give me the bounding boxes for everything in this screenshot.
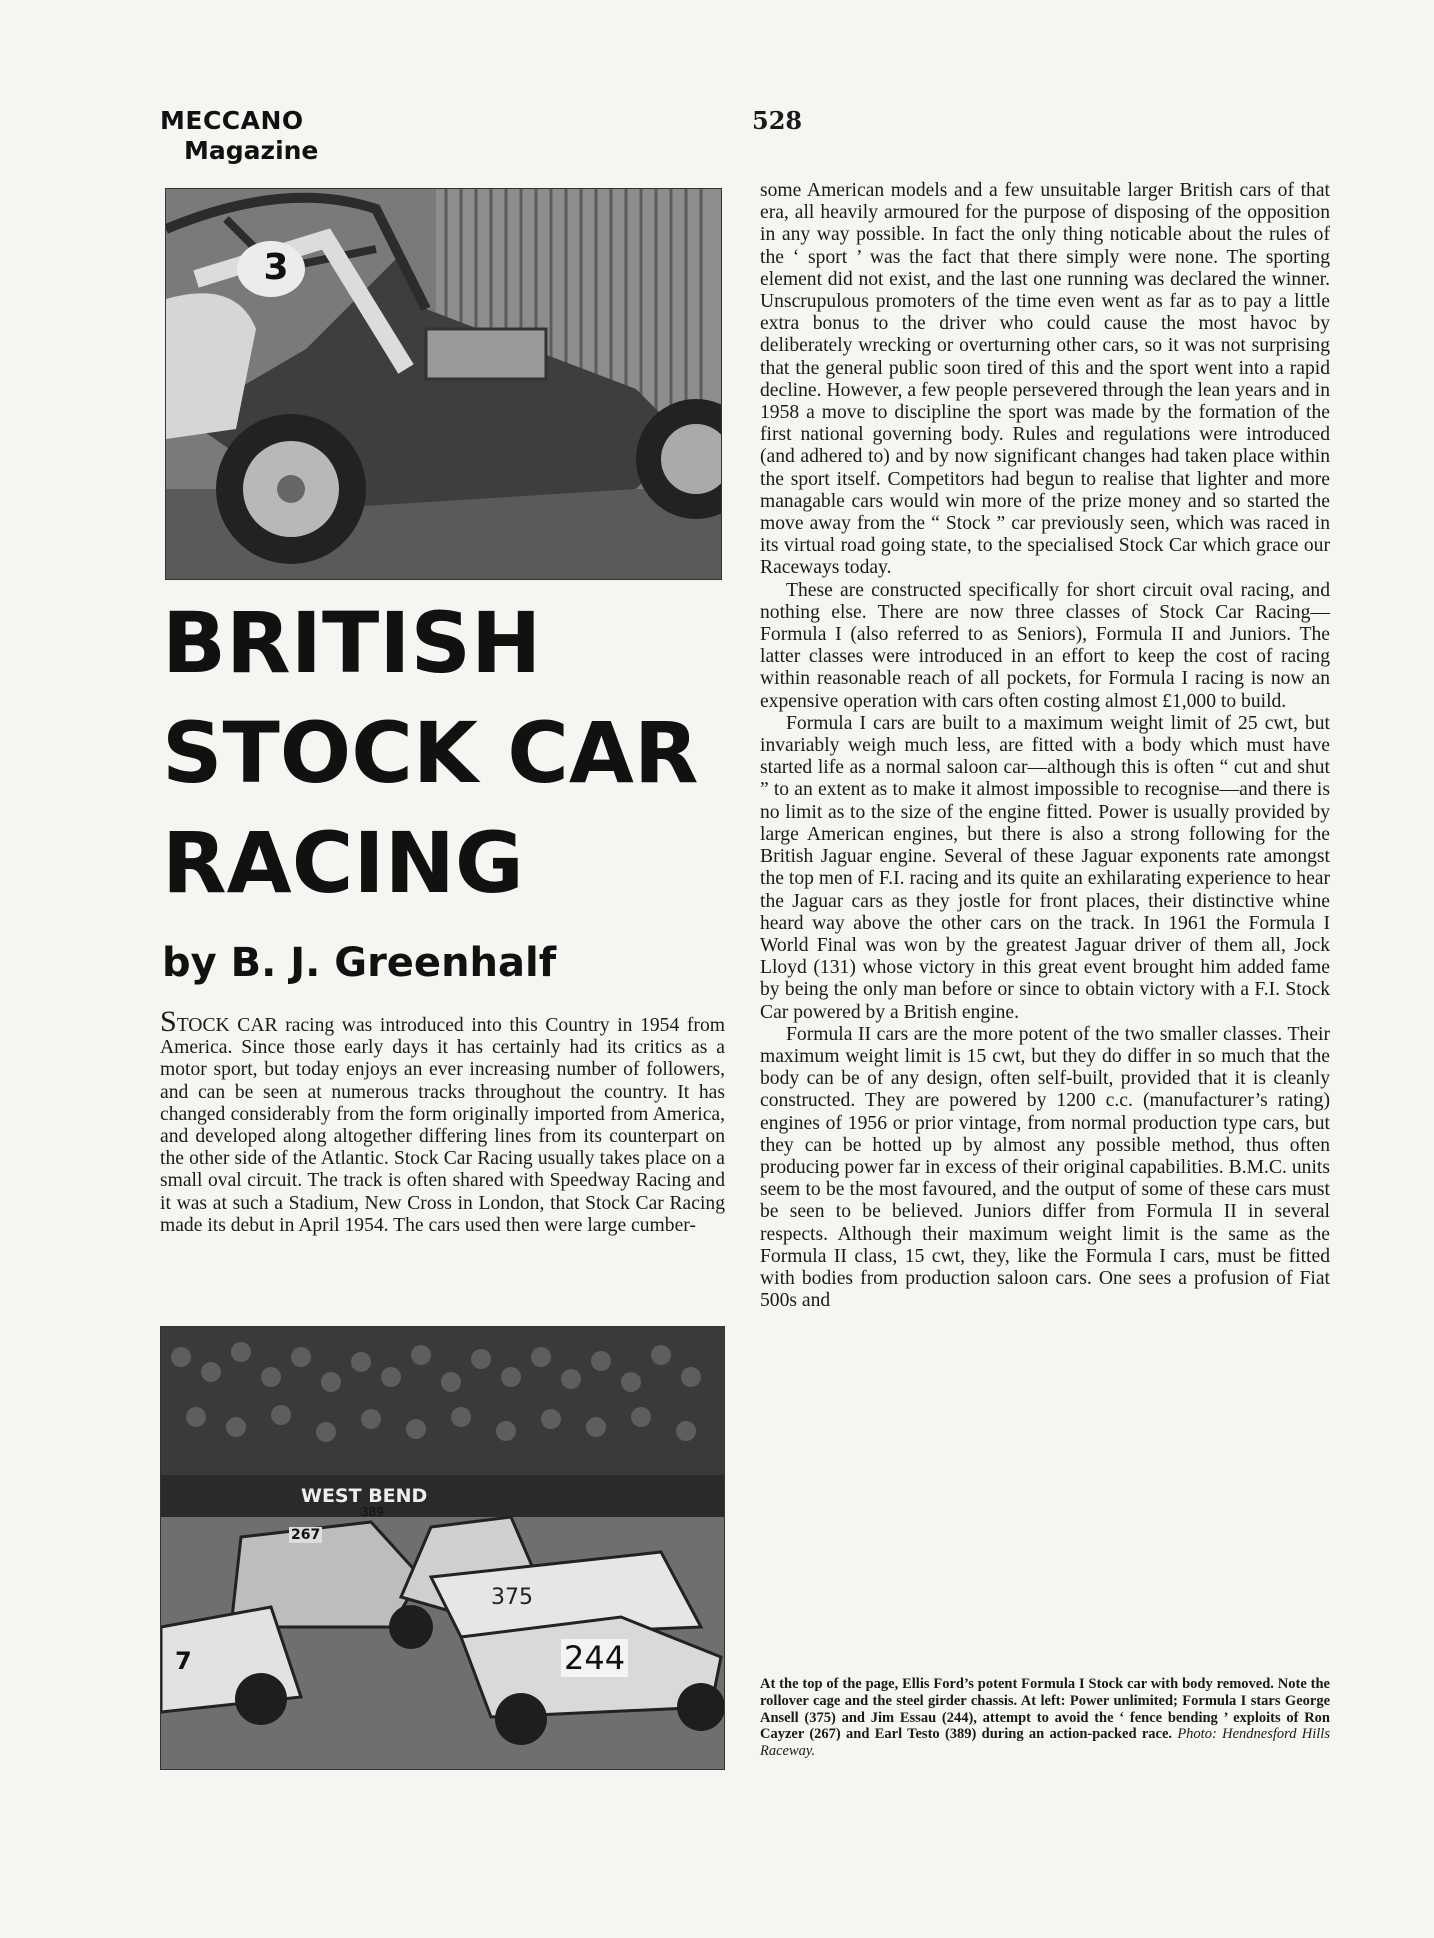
car-number-375: 375 <box>491 1585 533 1610</box>
caption-text: At the top of the page, Ellis Ford’s potent Formula I Stock car with body removed. Note the rollover cage and the steel girder chassis. At left: Power unlimited; Formula I stars George Ansell (375) and Jim Essau (244), attempt to avoid the ‘ fence bending ’ exploits of Ron Cayzer (267) and Earl Testo (389) during an action-packed race. <box>760 1676 1330 1743</box>
article-headline <box>162 588 742 918</box>
paragraph-3: Formula I cars are built to a maximum weight limit of 25 cwt, but invariably weigh much less, are fitted with a body which must have started life as a normal saloon car—although this is often “ cut and shut ” to an extent as to make it almost impossible to recognise—and there is no limit as to the size of the engine fitted. Power is usually provided by large American engines, but there is also a strong following for the British Jaguar engine. Several of these Jaguar exponents rate amongst the top men of F.I. racing and its quite an exhilarating experience to hear the Jaguar cars as they jostle for front places, their distinctive whine heard way above the other cars on the track. In 1961 the Formula I World Final was won by the greatest Jaguar driver of them all, Jock Lloyd (131) whose victory in this great event brought him added fame by being the only man before or since to obtain victory with a F.I. Stock Car powered by a British engine. <box>760 712 1330 1023</box>
paragraph-1: some American models and a few unsuitable larger British cars of that era, all heavily armoured for the purpose of disposing of the opposition in any way possible. In fact the only thing noticable about the rules of the ‘ sport ’ was the fact that there simply were none. The sporting element did not exist, and the last one running was declared the winner. Unscrupulous promoters of the time even went as far as to pay a little extra bonus to the driver who could cause the most havoc by deliberately wrecking or overturning other cars, so it was not surprising that the general public soon tired of this and the sport went into a rapid decline. However, a few people persevered through the lean years and in 1958 a move to discipline the sport was made by the formation of the first national governing body. Rules and regulations were introduced (and adhered to) and by now significant changes had taken place within the sport itself. Competitors had begun to realise that lighter and more managable cars would win more of the prize money and so started the move away from the “ Stock ” car previously seen, which was raced in its virtual road going state, to the specialised Stock Car which grace our Raceways today. <box>760 180 1330 579</box>
car-number-3: 3 <box>263 247 289 288</box>
byline: by B. J. Greenhalf <box>162 940 557 986</box>
car-number-267: 267 <box>291 1527 321 1543</box>
masthead-subtitle: Magazine <box>184 136 319 165</box>
paragraph-4: Formula II cars are the more potent of the two smaller classes. Their maximum weight limit is 15 cwt, but they do differ in so much that the body can be of any design, often self-built, provided that it is cleanly constructed. They are powered by 1200 c.c. (manufacturer’s rating) engines of 1956 or prior vintage, from normal production type cars, but they can be hotted up by almost any possible method, thus often producing power far in excess of their original capabilities. B.M.C. units seem to be the most favoured, and the output of some of these cars must be seen to be believed. Juniors differ from Formula II in several respects. Although their maximum weight limit is the same as the Formula II class, 15 cwt, they, like the Formula I cars, must be fitted with bodies from production saloon cars. One sees a profusion of Fiat 500s and <box>760 1023 1330 1312</box>
car-number-244: 244 <box>561 1639 628 1677</box>
photo-caption <box>760 1676 1330 1760</box>
left-column-text <box>160 1005 725 1237</box>
headline-line-3: RACING <box>162 814 524 912</box>
car-number-389: 389 <box>361 1505 384 1519</box>
masthead <box>160 106 318 166</box>
race-photo-graphic <box>161 1327 724 1769</box>
headline-line-2: STOCK CAR <box>162 704 699 802</box>
page-number: 528 <box>752 106 803 135</box>
chassis-photo-graphic <box>166 189 721 579</box>
photo-credit: Photo: Hendnesford Hills Raceway. <box>760 1726 1330 1760</box>
paragraph-2: These are constructed specifically for short circuit oval racing, and nothing else. There are now three classes of Stock Car Racing—Formula I (also referred to as Seniors), Formula II and Juniors. The latter classes were introduced in an effort to keep the cost of racing within reasonable reach of all pockets, for Formula I racing is now an expensive operation with cars often costing almost £1,000 to build. <box>760 579 1330 712</box>
banner-west-bend: WEST BEND <box>301 1485 428 1507</box>
car-number-7: 7 <box>175 1647 192 1675</box>
race-action-photo <box>160 1326 725 1770</box>
masthead-title: MECCANO <box>160 106 304 135</box>
right-column-text <box>760 180 1330 1312</box>
drop-cap: S <box>160 1005 177 1038</box>
headline-line-1: BRITISH <box>162 594 542 692</box>
intro-paragraph: TOCK CAR racing was introduced into this Country in 1954 from America. Since those early days it has certainly had its critics as a motor sport, but today enjoys an ever increasing number of followers, and can be seen at numerous tracks throughout the country. It has changed considerably from the form originally imported from America, and developed along altogether differing lines from its counterpart on the other side of the Atlantic. Stock Car Racing usually takes place on a small oval circuit. The track is often shared with Speedway Racing and it was at such a Stadium, New Cross in London, that Stock Car Racing made its debut in April 1954. The cars used then were large cumber- <box>160 1015 725 1236</box>
stock-car-chassis-photo <box>165 188 722 580</box>
